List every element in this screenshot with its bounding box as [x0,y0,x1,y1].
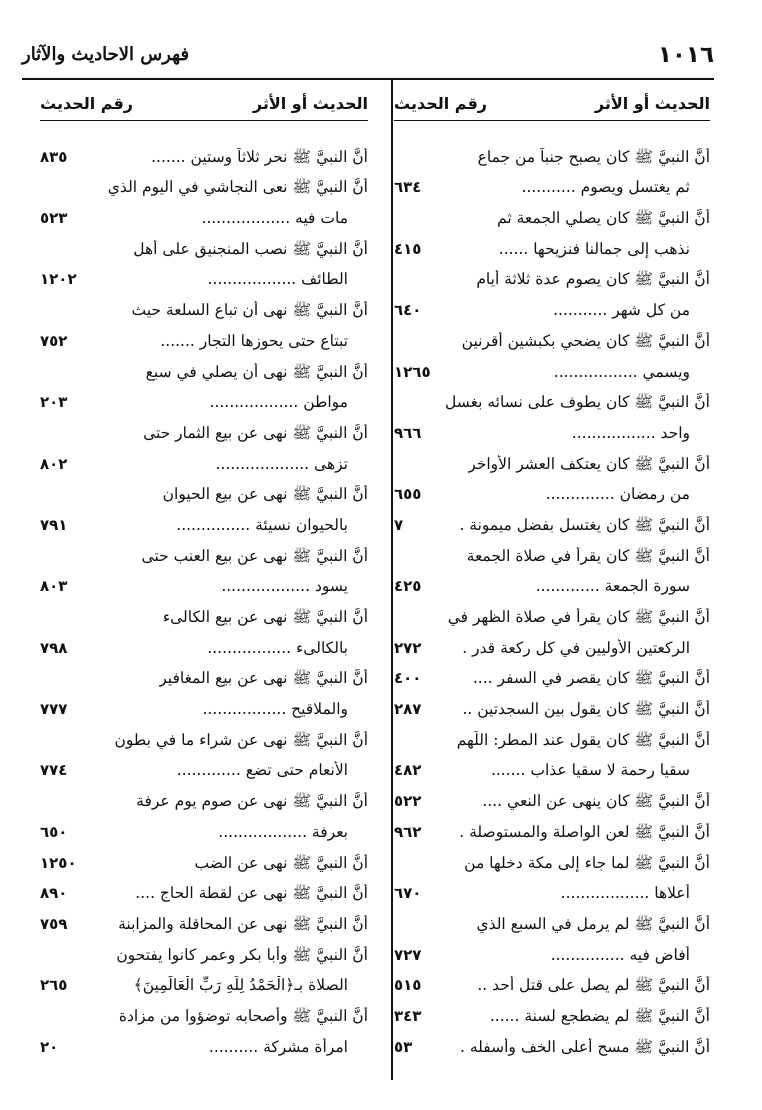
heading-rule [394,120,710,121]
entry-text: أنَّ النبيَّ ﷺ كان يقرأ في صلاة الظهر في [447,608,710,626]
entry-text: أنَّ النبيَّ ﷺ كان يصوم عدة ثلاثة أيام [476,270,710,289]
entry-text: أنَّ النبيَّ ﷺ نهى عن بيع المغافير [159,669,368,688]
entry-text: أنَّ النبيَّ ﷺ كان يقول بين السجدتين .. [462,700,710,719]
page-number: ١٠١٦ [657,42,714,68]
index-entry-line [40,227,368,258]
index-entry-line [40,933,368,964]
hadith-number: ٢٠ [40,1037,59,1056]
entry-text: تزهى ................... [215,454,348,473]
hadith-number: ٣٤٣ [394,1006,422,1025]
entry-text: أنَّ النبيَّ ﷺ نصب المنجنيق على أهل [133,239,368,258]
entry-text: سقيا رحمة لا سقيا عذاب ....... [490,761,690,780]
index-entry-line [40,166,368,197]
index-entry-line [40,657,368,688]
column-divider [391,80,393,1080]
column-heading [394,88,710,118]
entry-text: أنَّ النبيَّ ﷺ كان يغتسل بفضل ميمونة . [459,515,710,534]
entry-text: أنَّ النبيَّ ﷺ مسح أعلى الخف وأسفله . [459,1037,710,1056]
index-entry-line [40,595,368,626]
hadith-number: ٩٦٦ [394,423,422,442]
entry-text: أنَّ النبيَّ ﷺ كان ينهى عن النعي .... [482,792,710,811]
heading-hadith: الحديث أو الأثر [252,93,368,113]
entry-text: أنَّ النبيَّ ﷺ كان يعتكف العشر الأواخر [468,454,710,473]
entry-text: أنَّ النبيَّ ﷺ لما جاء إلى مكة دخلها من [464,853,710,872]
column-heading [40,88,368,118]
index-entry-line [394,964,710,995]
index-entry-line [394,626,710,657]
index-entry-line [394,749,710,780]
index-entry-line [40,350,368,381]
hadith-number: ١٢٠٢ [40,270,77,289]
index-entry-line [394,258,710,289]
hadith-number: ٨٩٠ [40,884,68,903]
hadith-number: ٤١٥ [394,239,422,258]
hadith-number: ٢٠٣ [40,393,68,412]
running-title: فهرس الاحاديث والآثار [22,44,190,65]
index-entry-line [394,411,710,442]
entry-text: أنَّ النبيَّ ﷺ نهى عن بيع الحيوان [162,485,368,504]
index-entry-line [40,810,368,841]
entry-text: أنَّ النبيَّ ﷺ نحر ثلاثاً وستين ....... [151,147,368,166]
entry-text: أنَّ النبيَّ ﷺ كان يقرأ في صلاة الجمعة [466,546,710,565]
entry-text: أنَّ النبيَّ ﷺ نهى أن يصلي في سبع [145,362,368,381]
entry-text: والملاقيح ................. [202,700,348,719]
hadith-number: ٧ [394,515,404,534]
entry-text: من رمضان .............. [545,485,690,504]
entry-text: أنَّ النبيَّ ﷺ نهى عن لقطة الحاج .... [135,884,368,903]
entry-text: ثم يغتسل ويصوم ........... [521,178,690,197]
hadith-number: ٨٠٢ [40,454,68,473]
entry-text: الصلاة بـ﴿الْحَمْدُ لِلَّهِ رَبِّ الْعَالَمِينَ﴾ [133,976,348,995]
entry-text: أنَّ النبيَّ ﷺ كان يطوف على نسائه بغسل [445,393,710,412]
entry-text: مات فيه .................. [201,209,348,228]
entry-text: أنَّ النبيَّ ﷺ نهى عن المحاقلة والمزابنة [118,914,368,933]
entry-text: نذهب إلى جمالنا فنزيحها ...... [498,239,690,258]
entry-text: أفاض فيه ............... [550,945,690,964]
index-entry-line [40,841,368,872]
index-entry-line [394,166,710,197]
index-entry-line [394,473,710,504]
index-entry-line [40,687,368,718]
index-entry-line [40,288,368,319]
entry-text: أنَّ النبيَّ ﷺ نهى عن الضب [194,853,368,872]
index-entry-line [40,749,368,780]
hadith-number: ٢٦٥ [40,976,68,995]
index-entry-line [394,534,710,565]
hadith-number: ٤٨٢ [394,761,422,780]
index-lines [40,135,368,1056]
index-entry-line [394,687,710,718]
entry-text: أنَّ النبيَّ ﷺ كان يقصر في السفر .... [472,669,710,688]
entry-text: ويسمي ................. [553,362,690,381]
hadith-number: ٧٢٧ [394,945,422,964]
hadith-number: ٥١٥ [394,976,422,995]
hadith-number: ٥٣ [394,1037,413,1056]
index-entry-line [40,442,368,473]
index-entry-line [394,196,710,227]
hadith-number: ٨٠٣ [40,577,68,596]
entry-text: أنَّ النبيَّ ﷺ وأصحابه توضؤوا من مزادة [118,1006,368,1025]
index-entry-line [394,595,710,626]
hadith-number: ٨٣٥ [40,147,68,166]
hadith-number: ٦٣٤ [394,178,422,197]
entry-text: أنَّ النبيَّ ﷺ لعن الواصلة والمستوصلة . [459,822,710,841]
entry-text: أنَّ النبيَّ ﷺ كان يقول عند المطر: اللّهم [456,730,710,749]
entry-text: أنَّ النبيَّ ﷺ نهى عن بيع العنب حتى [141,546,368,565]
index-entry-line [40,964,368,995]
entry-text: أنَّ النبيَّ ﷺ نهى عن صوم يوم عرفة [136,792,368,811]
entry-text: من كل شهر ........... [553,301,690,320]
index-entry-line [394,810,710,841]
hadith-number: ٧٩١ [40,515,68,534]
entry-text: الطائف .................. [207,270,348,289]
entry-text: أعلاها .................. [560,884,690,903]
index-entry-line [394,1025,710,1056]
index-entry-line [40,626,368,657]
entry-text: أنَّ النبيَّ ﷺ لم يضطجع لسنة ...... [489,1006,710,1025]
index-entry-line [40,196,368,227]
entry-text: مواطن .................. [209,393,348,412]
entry-text: الأنعام حتى تضع ............. [176,761,348,780]
entry-text: أنَّ النبيَّ ﷺ كان يصبح جنباً من جماع [477,147,710,166]
index-entry-line [40,473,368,504]
entry-text: أنَّ النبيَّ ﷺ لم يرمل في السبع الذي [476,914,710,933]
index-entry-line [394,718,710,749]
entry-text: واحد ................. [571,423,690,442]
hadith-number: ٢٧٢ [394,638,422,657]
index-entry-line [394,319,710,350]
index-entry-line [40,135,368,166]
hadith-number: ٧٥٢ [40,331,68,350]
entry-text: يسود .................. [221,577,348,596]
index-entry-line [394,994,710,1025]
header-rule [22,78,714,80]
index-entry-line [394,779,710,810]
entry-text: أنَّ النبيَّ ﷺ وأبا بكر وعمر كانوا يفتحون [116,945,368,964]
entry-text: أنَّ النبيَّ ﷺ كان يصلي الجمعة ثم [497,209,710,228]
index-entry-line [40,902,368,933]
entry-text: بعرفة .................. [218,822,348,841]
index-entry-line [40,534,368,565]
hadith-number: ١٢٦٥ [394,362,431,381]
index-entry-line [394,381,710,412]
page-header [22,38,714,78]
index-entry-line [394,442,710,473]
entry-text: أنَّ النبيَّ ﷺ نعى النجاشي في اليوم الذي [107,178,368,197]
index-entry-line [394,288,710,319]
hadith-number: ٦٧٠ [394,884,422,903]
heading-number: رقم الحديث [394,93,488,113]
hadith-number: ٥٢٣ [40,209,68,228]
index-entry-line [394,503,710,534]
index-entry-line [40,319,368,350]
index-entry-line [394,933,710,964]
index-entry-line [40,779,368,810]
index-column-left [40,88,368,1056]
index-lines [394,135,710,1056]
entry-text: أنَّ النبيَّ ﷺ نهى أن تباع السلعة حيث [131,301,368,320]
entry-text: تبتاع حتى يحوزها التجار ....... [160,331,348,350]
entry-text: أنَّ النبيَّ ﷺ نهى عن شراء ما في بطون [114,730,368,749]
hadith-number: ٦٤٠ [394,301,422,320]
hadith-number: ٥٢٢ [394,792,422,811]
index-entry-line [394,902,710,933]
heading-hadith: الحديث أو الأثر [594,93,710,113]
hadith-number: ٢٨٧ [394,700,422,719]
index-entry-line [40,994,368,1025]
index-entry-line [40,503,368,534]
index-entry-line [394,350,710,381]
index-entry-line [394,565,710,596]
index-entry-line [394,657,710,688]
entry-text: سورة الجمعة ............. [535,577,690,596]
entry-text: امرأة مشركة .......... [208,1037,348,1056]
heading-number: رقم الحديث [40,93,134,113]
index-entry-line [40,258,368,289]
index-entry-line [40,1025,368,1056]
index-entry-line [394,135,710,166]
entry-text: أنَّ النبيَّ ﷺ نهى عن بيع الكالىء [162,608,368,626]
index-entry-line [40,411,368,442]
hadith-number: ٤٢٥ [394,577,422,596]
index-entry-line [40,718,368,749]
entry-text: الركعتين الأوليين في كل ركعة قدر . [462,638,690,657]
hadith-number: ٧٩٨ [40,638,68,657]
hadith-number: ٦٥٠ [40,822,68,841]
heading-rule [40,120,368,121]
index-entry-line [394,841,710,872]
entry-text: بالحيوان نسيئة ............... [176,515,348,534]
entry-text: أنَّ النبيَّ ﷺ لم يصل على قتل أحد .. [477,976,710,995]
index-entry-line [40,872,368,903]
hadith-number: ٩٦٢ [394,822,422,841]
hadith-number: ٤٠٠ [394,669,422,688]
entry-text: بالكالىء ................. [207,638,348,657]
hadith-number: ٦٥٥ [394,485,422,504]
index-entry-line [40,381,368,412]
entry-text: أنَّ النبيَّ ﷺ كان يضحي بكبشين أقرنين [461,331,710,350]
hadith-number: ٧٧٧ [40,700,68,719]
hadith-number: ٧٥٩ [40,914,68,933]
hadith-number: ٧٧٤ [40,761,68,780]
index-entry-line [394,227,710,258]
index-entry-line [394,872,710,903]
entry-text: أنَّ النبيَّ ﷺ نهى عن بيع الثمار حتى [143,423,368,442]
index-column-right [394,88,710,1056]
index-entry-line [40,565,368,596]
hadith-number: ١٢٥٠ [40,853,77,872]
